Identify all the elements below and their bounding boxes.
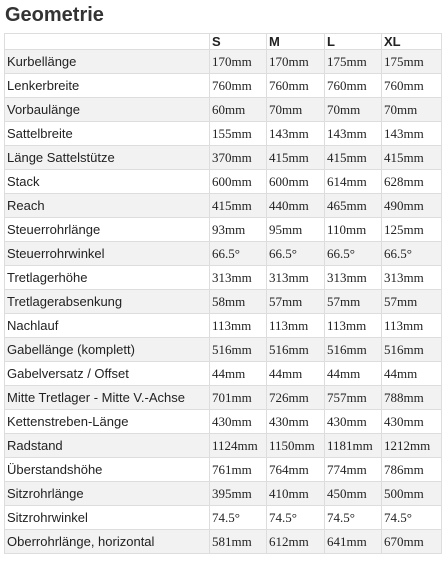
- value-cell: 155mm: [210, 122, 267, 146]
- value-cell: 430mm: [267, 410, 325, 434]
- geometry-table: [4, 33, 442, 554]
- value-cell: 74.5°: [382, 506, 442, 530]
- row-label: Gabelversatz / Offset: [5, 362, 210, 386]
- row-label: Sattelbreite: [5, 122, 210, 146]
- value-cell: 760mm: [267, 74, 325, 98]
- value-cell: 313mm: [325, 266, 382, 290]
- value-cell: 313mm: [210, 266, 267, 290]
- value-cell: 175mm: [382, 50, 442, 74]
- header-cell-size-xl: XL: [382, 34, 442, 50]
- row-label: Kettenstreben-Länge: [5, 410, 210, 434]
- value-cell: 66.5°: [210, 242, 267, 266]
- value-cell: 57mm: [267, 290, 325, 314]
- value-cell: 440mm: [267, 194, 325, 218]
- table-row: [5, 410, 442, 434]
- value-cell: 628mm: [382, 170, 442, 194]
- table-row: [5, 242, 442, 266]
- value-cell: 788mm: [382, 386, 442, 410]
- row-label: Steuerrohrwinkel: [5, 242, 210, 266]
- value-cell: 313mm: [382, 266, 442, 290]
- value-cell: 70mm: [325, 98, 382, 122]
- row-label: Nachlauf: [5, 314, 210, 338]
- value-cell: 110mm: [325, 218, 382, 242]
- value-cell: 66.5°: [382, 242, 442, 266]
- value-cell: 641mm: [325, 530, 382, 554]
- value-cell: 74.5°: [267, 506, 325, 530]
- value-cell: 1181mm: [325, 434, 382, 458]
- value-cell: 701mm: [210, 386, 267, 410]
- value-cell: 415mm: [382, 146, 442, 170]
- row-label: Oberrohrlänge, horizontal: [5, 530, 210, 554]
- row-label: Radstand: [5, 434, 210, 458]
- table-row: [5, 218, 442, 242]
- value-cell: 1212mm: [382, 434, 442, 458]
- header-cell-size-s: S: [210, 34, 267, 50]
- table-row: [5, 290, 442, 314]
- value-cell: 113mm: [267, 314, 325, 338]
- value-cell: 415mm: [210, 194, 267, 218]
- value-cell: 600mm: [210, 170, 267, 194]
- header-cell-size-l: L: [325, 34, 382, 50]
- value-cell: 44mm: [325, 362, 382, 386]
- value-cell: 66.5°: [267, 242, 325, 266]
- value-cell: 113mm: [382, 314, 442, 338]
- header-cell-label: [5, 34, 210, 50]
- table-row: [5, 434, 442, 458]
- value-cell: 70mm: [382, 98, 442, 122]
- value-cell: 410mm: [267, 482, 325, 506]
- row-label: Länge Sattelstütze: [5, 146, 210, 170]
- value-cell: 612mm: [267, 530, 325, 554]
- value-cell: 395mm: [210, 482, 267, 506]
- table-body: [5, 50, 442, 554]
- value-cell: 113mm: [210, 314, 267, 338]
- row-label: Reach: [5, 194, 210, 218]
- value-cell: 58mm: [210, 290, 267, 314]
- table-row: [5, 146, 442, 170]
- table-row: [5, 386, 442, 410]
- row-label: Lenkerbreite: [5, 74, 210, 98]
- value-cell: 74.5°: [210, 506, 267, 530]
- row-label: Vorbaulänge: [5, 98, 210, 122]
- value-cell: 175mm: [325, 50, 382, 74]
- table-row: [5, 194, 442, 218]
- value-cell: 430mm: [325, 410, 382, 434]
- value-cell: 44mm: [382, 362, 442, 386]
- value-cell: 516mm: [382, 338, 442, 362]
- value-cell: 44mm: [210, 362, 267, 386]
- value-cell: 170mm: [210, 50, 267, 74]
- table-row: [5, 530, 442, 554]
- value-cell: 93mm: [210, 218, 267, 242]
- value-cell: 500mm: [382, 482, 442, 506]
- value-cell: 760mm: [210, 74, 267, 98]
- value-cell: 581mm: [210, 530, 267, 554]
- table-row: [5, 458, 442, 482]
- table-row: [5, 482, 442, 506]
- value-cell: 764mm: [267, 458, 325, 482]
- row-label: Sitzrohrwinkel: [5, 506, 210, 530]
- value-cell: 761mm: [210, 458, 267, 482]
- value-cell: 760mm: [382, 74, 442, 98]
- table-row: [5, 74, 442, 98]
- value-cell: 726mm: [267, 386, 325, 410]
- table-row: [5, 506, 442, 530]
- value-cell: 70mm: [267, 98, 325, 122]
- value-cell: 1124mm: [210, 434, 267, 458]
- row-label: Tretlagerabsenkung: [5, 290, 210, 314]
- value-cell: 95mm: [267, 218, 325, 242]
- value-cell: 44mm: [267, 362, 325, 386]
- row-label: Sitzrohrlänge: [5, 482, 210, 506]
- value-cell: 670mm: [382, 530, 442, 554]
- value-cell: 465mm: [325, 194, 382, 218]
- value-cell: 516mm: [267, 338, 325, 362]
- table-header: [5, 34, 442, 50]
- table-row: [5, 362, 442, 386]
- value-cell: 170mm: [267, 50, 325, 74]
- value-cell: 430mm: [382, 410, 442, 434]
- value-cell: 786mm: [382, 458, 442, 482]
- value-cell: 143mm: [325, 122, 382, 146]
- value-cell: 143mm: [267, 122, 325, 146]
- row-label: Steuerrohrlänge: [5, 218, 210, 242]
- value-cell: 1150mm: [267, 434, 325, 458]
- value-cell: 60mm: [210, 98, 267, 122]
- table-row: [5, 170, 442, 194]
- row-label: Stack: [5, 170, 210, 194]
- value-cell: 313mm: [267, 266, 325, 290]
- value-cell: 600mm: [267, 170, 325, 194]
- table-row: [5, 122, 442, 146]
- value-cell: 415mm: [267, 146, 325, 170]
- value-cell: 57mm: [325, 290, 382, 314]
- value-cell: 490mm: [382, 194, 442, 218]
- header-cell-size-m: M: [267, 34, 325, 50]
- table-row: [5, 314, 442, 338]
- table-row: [5, 98, 442, 122]
- value-cell: 66.5°: [325, 242, 382, 266]
- value-cell: 74.5°: [325, 506, 382, 530]
- value-cell: 614mm: [325, 170, 382, 194]
- value-cell: 757mm: [325, 386, 382, 410]
- value-cell: 370mm: [210, 146, 267, 170]
- row-label: Mitte Tretlager - Mitte V.-Achse: [5, 386, 210, 410]
- value-cell: 143mm: [382, 122, 442, 146]
- row-label: Kurbellänge: [5, 50, 210, 74]
- value-cell: 430mm: [210, 410, 267, 434]
- row-label: Überstandshöhe: [5, 458, 210, 482]
- value-cell: 760mm: [325, 74, 382, 98]
- header-row: [5, 34, 442, 50]
- table-row: [5, 50, 442, 74]
- value-cell: 415mm: [325, 146, 382, 170]
- row-label: Gabellänge (komplett): [5, 338, 210, 362]
- value-cell: 774mm: [325, 458, 382, 482]
- value-cell: 57mm: [382, 290, 442, 314]
- value-cell: 450mm: [325, 482, 382, 506]
- value-cell: 125mm: [382, 218, 442, 242]
- value-cell: 113mm: [325, 314, 382, 338]
- page-title: Geometrie: [5, 4, 104, 26]
- row-label: Tretlagerhöhe: [5, 266, 210, 290]
- table-row: [5, 338, 442, 362]
- table-row: [5, 266, 442, 290]
- value-cell: 516mm: [325, 338, 382, 362]
- value-cell: 516mm: [210, 338, 267, 362]
